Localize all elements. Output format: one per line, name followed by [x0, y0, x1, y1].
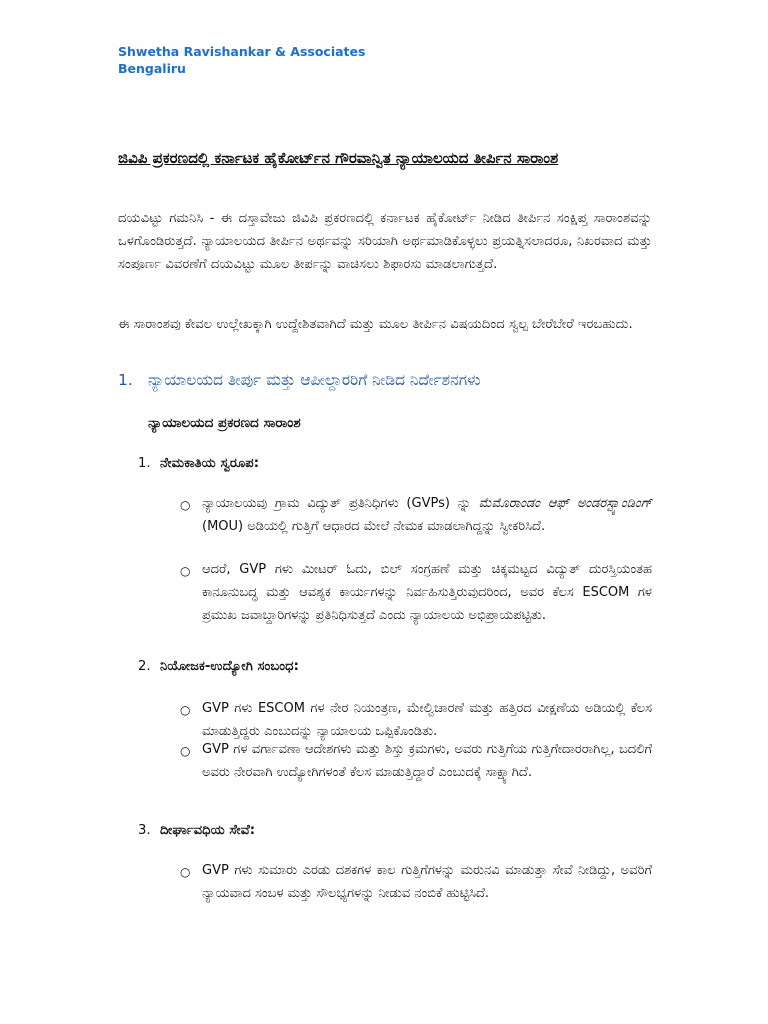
item-number: 2. — [138, 659, 151, 674]
bullet-item — [180, 859, 652, 928]
list-item-heading — [138, 659, 299, 674]
bullet-item — [180, 558, 652, 650]
intro-paragraph: ದಯವಿಟ್ಟು ಗಮನಿಸಿ - ಈ ದಸ್ತಾವೇಜು ಜಿವಿಪಿ ಪ್ರಕರಣದಲ್ಲಿ ಕರ್ನಾಟಕ ಹೈಕೋರ್ಟ್ ನೀಡಿದ ತೀರ್ಪಿನ ಸಂಕ್ಷಿಪ್ತ ಸಾರಾಂಶವನ್ನು ಒಳಗೊಂಡಿರುತ್ತದೆ. ನ್ಯಾಯಾಲಯದ ತೀರ್ಪಿನ ಅರ್ಥವನ್ನು ಸರಿಯಾಗಿ ಅರ್ಥಮಾಡಿಕೊಳ್ಳಲು ಪ್ರಯತ್ನಿಸಲಾದರೂ, ನಿಖರವಾದ ಮತ್ತು ಸಂಪೂರ್ಣ ವಿವರಣೆಗೆ ದಯವಿಟ್ಟು ಮೂಲ ತೀರ್ಪನ್ನು ವಾಚಿಸಲು ಶಿಫಾರಸು ಮಾಡಲಾಗುತ್ತದೆ. — [118, 211, 652, 272]
firm-name: Shwetha Ravishankar & Associates — [118, 44, 366, 59]
bullet-marker: ○ — [180, 498, 191, 512]
bullet-text: GVP ಗಳು ಸುಮಾರು ಎರಡು ದಶಕಗಳ ಕಾಲ ಗುತ್ತಿಗೆಗಳನ್ನು ಮರುನವಿ ಮಾಡುತ್ತಾ ಸೇವೆ ನೀಡಿದ್ದು, ಅವರಿಗೆ ನ್ಯಾಯವಾದ ಸಂಬಳ ಮತ್ತು ಸೌಲಭ್ಯಗಳನ್ನು ನೀಡುವ ನಂಬಿಕೆ ಹುಟ್ಟಿಸಿದೆ. — [202, 863, 652, 901]
item-title: ನಿಯೋಜಕ-ಉದ್ಯೋಗಿ ಸಂಬಂಧ: — [160, 659, 299, 674]
bullet-marker: ○ — [180, 703, 191, 717]
bullet-item — [180, 492, 652, 562]
bullet-item — [180, 697, 652, 743]
bullet-text: GVP ಗಳ ವರ್ಗಾವಣಾ ಆದೇಶಗಳು ಮತ್ತು ಶಿಸ್ತು ಕ್ರಮಗಳು, ಅವರು ಗುತ್ತಿಗೆಯ ಗುತ್ತಿಗೇದಾರರಾಗಿಲ್ಲ, ಬದಲಿಗೆ ಅವರು ನೇರವಾಗಿ ಉದ್ಯೋಗಿಗಳಂತೆ ಕೆಲಸ ಮಾಡುತ್ತಿದ್ದಾರೆ ಎಂಬುದಕ್ಕೆ ಸಾಕ್ಷ್ಯಾಗಿದೆ. — [202, 742, 652, 780]
firm-city: Bengaliru — [118, 61, 186, 76]
bullet-marker: ○ — [180, 564, 191, 578]
item-number: 1. — [138, 456, 151, 471]
document-title: ಜಿವಿಪಿ ಪ್ರಕರಣದಲ್ಲಿ ಕರ್ನಾಟಕ ಹೈಕೋರ್ಟ್‌ನ ಗೌರವಾನ್ವಿತ ನ್ಯಾಯಾಲಯದ ತೀರ್ಪಿನ ಸಾರಾಂಶ — [118, 149, 559, 167]
bullet-marker: ○ — [180, 744, 191, 758]
section-heading — [118, 371, 481, 390]
item-number: 3. — [138, 823, 151, 838]
item-title: ನೇಮಕಾತಿಯ ಸ್ವರೂಪ: — [160, 456, 259, 471]
bullet-text: ಆದರೆ, GVP ಗಳು ಮೀಟರ್ ಓದು, ಬಿಲ್ ಸಂಗ್ರಹಣೆ ಮತ್ತು ಚಿಕ್ಕಮಟ್ಟದ ವಿದ್ಯುತ್ ದುರಸ್ತಿಯಂತಹ ಕಾನೂನುಬದ್ಧ ಮತ್ತು ಆವಶ್ಯಕ ಕಾರ್ಯಗಳನ್ನು ನಿರ್ವಹಿಸುತ್ತಿರುವುದರಿಂದ, ಅವರ ಕೆಲಸ ESCOM ಗಳ ಪ್ರಮುಖ ಜವಾಬ್ದಾರಿಗಳನ್ನು ಪ್ರತಿನಿಧಿಸುತ್ತದೆ ಎಂದು ನ್ಯಾಯಾಲಯ ಅಭಿಪ್ರಾಯಪಟ್ಟಿತು. — [202, 562, 652, 623]
item-title: ದೀರ್ಘಾವಧಿಯ ಸೇವೆ: — [160, 823, 256, 838]
section-number: 1. — [118, 371, 133, 389]
letterhead — [118, 43, 365, 77]
list-item-heading — [138, 456, 259, 471]
bullet-item — [180, 738, 652, 807]
list-item-heading — [138, 823, 255, 838]
section-subheading: ನ್ಯಾಯಾಲಯದ ಪ್ರಕರಣದ ಸಾರಾಂಶ — [148, 415, 301, 431]
bullet-marker: ○ — [180, 865, 191, 879]
section-title: ನ್ಯಾಯಾಲಯದ ತೀರ್ಪು ಮತ್ತು ಆಪೀಲ್ದಾರರಿಗೆ ನೀಡಿದ ನಿರ್ದೇಶನಗಳು — [148, 371, 481, 389]
bullet-text: GVP ಗಳು ESCOM ಗಳ ನೇರ ನಿಯಂತ್ರಣ, ಮೇಲ್ವಿಚಾರಣೆ ಮತ್ತು ಹತ್ತಿರದ ವೀಕ್ಷಣೆಯ ಅಡಿಯಲ್ಲಿ ಕೆಲಸ ಮಾಡುತ್ತಿದ್ದರು ಎಂಬುದನ್ನು ನ್ಯಾಯಾಲಯ ಒಪ್ಪಿಕೊಂಡಿತು. — [202, 701, 652, 739]
note-paragraph: ಈ ಸಾರಾಂಶವು ಕೇವಲ ಉಲ್ಲೇಖಕ್ಕಾಗಿ ಉದ್ದೇಶಿತವಾಗಿದೆ ಮತ್ತು ಮೂಲ ತೀರ್ಪಿನ ವಿಷಯದಿಂದ ಸ್ವಲ್ಪ ಬೇರೆಬೇರೆ ಇರಬಹುದು. — [118, 317, 633, 332]
bullet-text: ನ್ಯಾಯಾಲಯವು ಗ್ರಾಮ ವಿದ್ಯುತ್ ಪ್ರತಿನಿಧಿಗಳು (GVPs) ನ್ನು ಮೆಮೊರಾಂಡಂ ಆಫ್ ಅಂಡರಸ್ಟ್ಯಾಂಡಿಂಗ್ (MOU) ಅಡಿಯಲ್ಲಿ ಗುತ್ತಿಗೆ ಆಧಾರದ ಮೇಲೆ ನೇಮಕ ಮಾಡಲಾಗಿದ್ದನ್ನು ಸ್ವೀಕರಿಸಿದೆ. — [202, 496, 652, 534]
